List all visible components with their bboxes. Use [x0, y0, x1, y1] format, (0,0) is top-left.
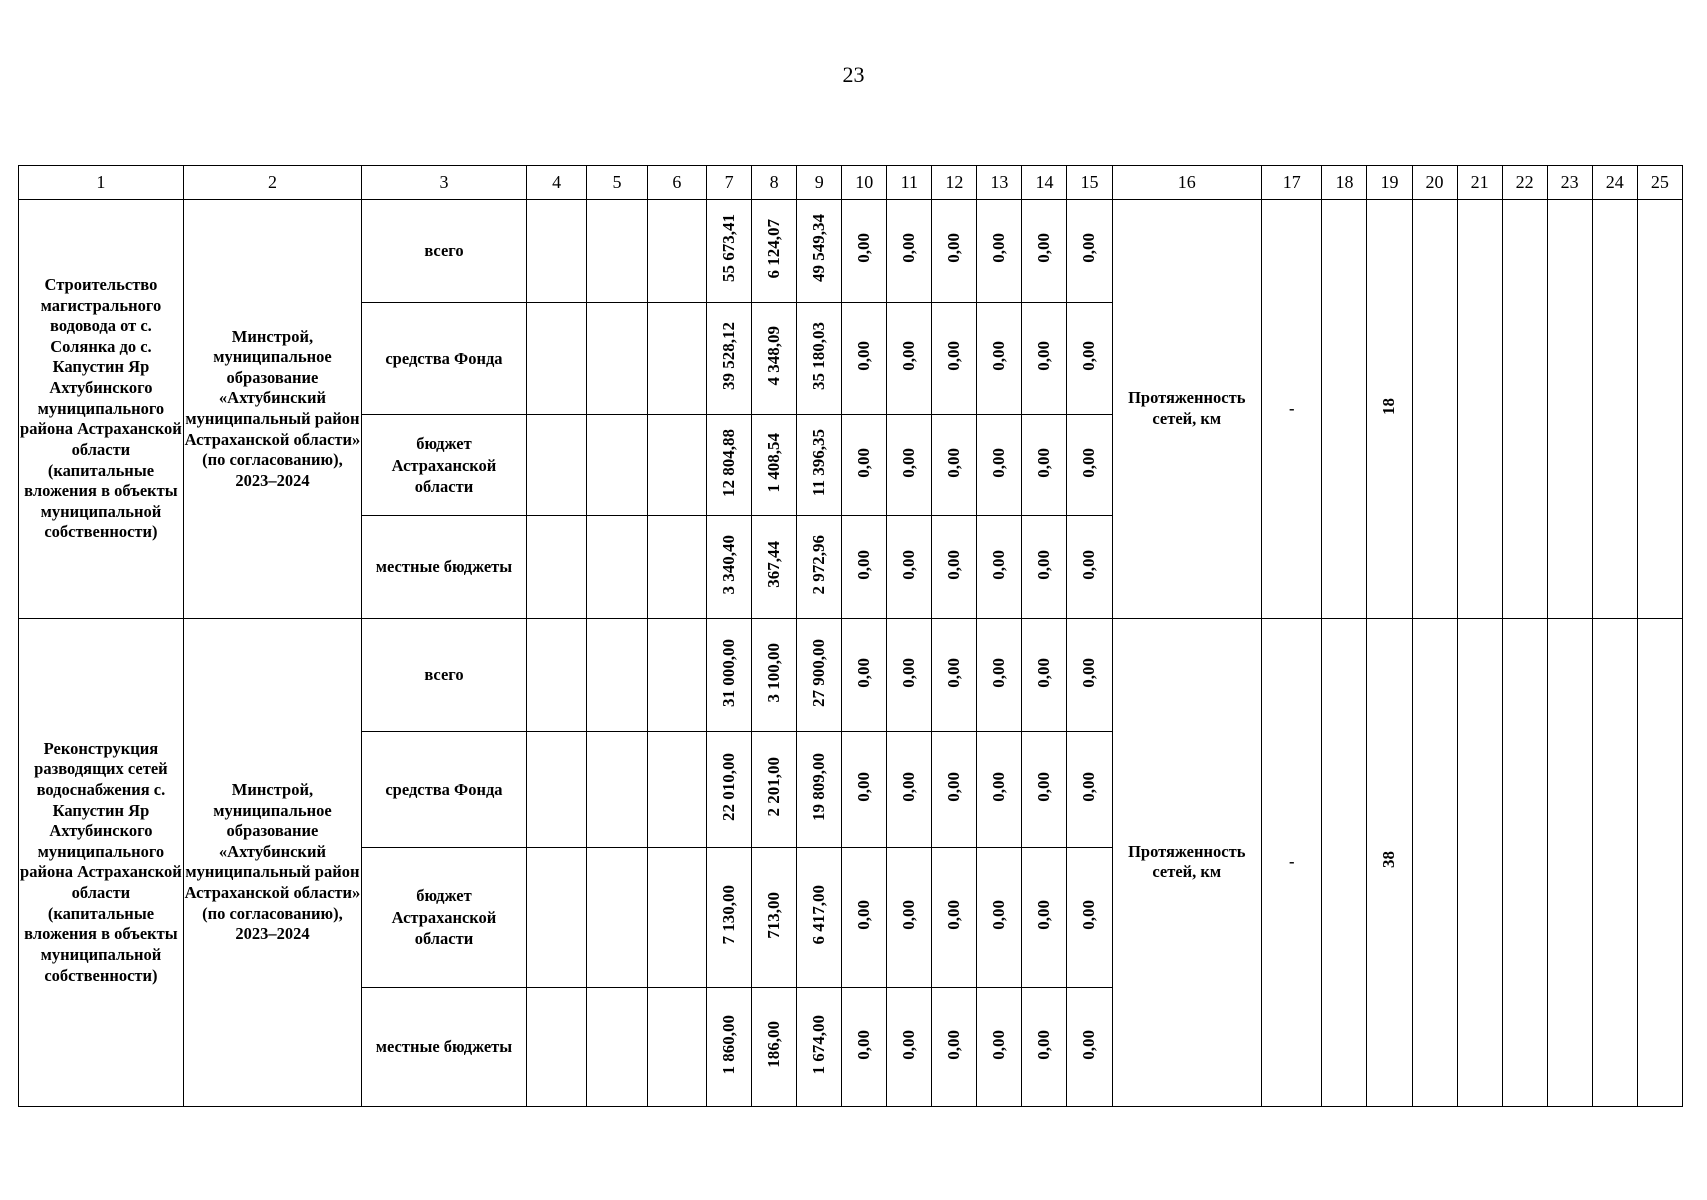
zero-value-cell-text: 0,00 [899, 1029, 919, 1060]
value-cell-col7-text: 12 804,88 [719, 428, 739, 497]
empty-cell [1322, 618, 1367, 1106]
zero-value-cell [977, 516, 1022, 618]
zero-value-cell [977, 618, 1022, 731]
value-cell-col7 [707, 415, 752, 516]
funding-source-cell: бюджет Астраханской области [362, 415, 527, 516]
value-cell-col9-text: 27 900,00 [809, 638, 829, 707]
zero-value-cell-text: 0,00 [1079, 900, 1099, 930]
value-cell-col9-text: 6 417,00 [809, 885, 829, 945]
zero-value-cell-text: 0,00 [989, 549, 1009, 580]
zero-value-cell-text: 0,00 [1034, 549, 1054, 580]
value-cell-col7-text: 1 860,00 [719, 1014, 739, 1075]
value-cell-col7 [707, 988, 752, 1107]
zero-value-cell-text: 0,00 [1079, 1029, 1099, 1060]
value-cell-col9 [797, 516, 842, 618]
empty-cell [587, 732, 647, 847]
funding-source-cell: местные бюджеты [362, 988, 527, 1107]
zero-value-cell-text: 0,00 [854, 1029, 874, 1060]
funding-source-cell: бюджет Астраханской области [362, 847, 527, 988]
zero-value-cell [932, 988, 977, 1107]
value-cell-col9 [797, 847, 842, 988]
zero-value-cell-text: 0,00 [854, 447, 874, 478]
zero-value-cell [977, 200, 1022, 302]
value-cell-col8 [752, 988, 797, 1107]
zero-value-cell-text: 0,00 [854, 657, 874, 688]
value-cell-col9-text: 11 396,35 [809, 429, 829, 497]
zero-value-cell-text: 0,00 [1034, 772, 1054, 802]
zero-value-cell-text: 0,00 [989, 657, 1009, 688]
header-cell: 13 [977, 166, 1022, 200]
value-cell-col8-text: 186,00 [764, 1021, 784, 1069]
funding-source-cell: средства Фонда [362, 732, 527, 847]
zero-value-cell [977, 302, 1022, 414]
col17-cell: - [1262, 200, 1322, 619]
value-cell-col8 [752, 618, 797, 731]
empty-cell [1457, 200, 1502, 619]
zero-value-cell-text: 0,00 [854, 900, 874, 930]
empty-cell [1637, 200, 1682, 619]
zero-value-cell-text: 0,00 [944, 657, 964, 688]
value-cell-col9 [797, 988, 842, 1107]
value-cell-col8-text: 4 348,09 [764, 326, 784, 386]
zero-value-cell-text: 0,00 [899, 657, 919, 688]
zero-value-cell [1022, 618, 1067, 731]
zero-value-cell-text: 0,00 [944, 549, 964, 580]
zero-value-cell-text: 0,00 [1034, 900, 1054, 930]
zero-value-cell [1067, 732, 1112, 847]
zero-value-cell [1022, 415, 1067, 516]
value-cell-col7 [707, 200, 752, 302]
zero-value-cell-text: 0,00 [1034, 233, 1054, 264]
header-cell: 11 [887, 166, 932, 200]
zero-value-cell-text: 0,00 [1034, 657, 1054, 688]
col19-value-cell-text: 18 [1379, 398, 1399, 415]
header-cell: 23 [1547, 166, 1592, 200]
page-number: 23 [842, 62, 865, 87]
zero-value-cell [842, 618, 887, 731]
executor-cell: Минстрой, муниципальное образование «Ахтубинский муниципальный район Астраханской области» (по согласованию), 2023–2024 [183, 618, 361, 1106]
value-cell-col9-text: 1 674,00 [809, 1014, 829, 1075]
empty-cell [587, 200, 647, 302]
empty-cell [1457, 618, 1502, 1106]
program-table [18, 165, 1683, 1107]
zero-value-cell-text: 0,00 [1034, 1029, 1054, 1060]
zero-value-cell-text: 0,00 [944, 233, 964, 264]
zero-value-cell [932, 618, 977, 731]
value-cell-col7 [707, 302, 752, 414]
value-cell-col8-text: 6 124,07 [764, 218, 784, 279]
zero-value-cell [977, 415, 1022, 516]
empty-cell [647, 302, 706, 414]
zero-value-cell [887, 516, 932, 618]
empty-cell [587, 618, 647, 731]
value-cell-col8-text: 367,44 [764, 541, 784, 589]
zero-value-cell-text: 0,00 [854, 233, 874, 264]
zero-value-cell-text: 0,00 [1079, 657, 1099, 688]
zero-value-cell [887, 415, 932, 516]
zero-value-cell [842, 302, 887, 414]
header-cell: 12 [932, 166, 977, 200]
header-cell: 18 [1322, 166, 1367, 200]
value-cell-col8 [752, 732, 797, 847]
value-cell-col8 [752, 847, 797, 988]
zero-value-cell [1067, 516, 1112, 618]
zero-value-cell-text: 0,00 [989, 772, 1009, 802]
zero-value-cell [932, 415, 977, 516]
zero-value-cell [842, 847, 887, 988]
zero-value-cell [932, 200, 977, 302]
value-cell-col8 [752, 200, 797, 302]
header-cell: 22 [1502, 166, 1547, 200]
zero-value-cell [842, 732, 887, 847]
zero-value-cell [887, 200, 932, 302]
empty-cell [1547, 200, 1592, 619]
funding-source-cell: всего [362, 200, 527, 302]
header-cell: 19 [1367, 166, 1412, 200]
zero-value-cell [887, 988, 932, 1107]
zero-value-cell [1067, 847, 1112, 988]
empty-cell [647, 200, 706, 302]
value-cell-col7 [707, 516, 752, 618]
funding-source-cell: средства Фонда [362, 302, 527, 414]
zero-value-cell-text: 0,00 [1079, 549, 1099, 580]
executor-cell: Минстрой, муниципальное образование «Ахтубинский муниципальный район Астраханской области» (по согласованию), 2023–2024 [183, 200, 361, 619]
empty-cell [647, 618, 706, 731]
zero-value-cell [1022, 302, 1067, 414]
zero-value-cell-text: 0,00 [989, 1029, 1009, 1060]
header-cell: 2 [183, 166, 361, 200]
table-row [19, 618, 1683, 731]
value-cell-col9-text: 2 972,96 [809, 534, 829, 595]
header-cell: 17 [1262, 166, 1322, 200]
header-cell: 10 [842, 166, 887, 200]
value-cell-col7-text: 55 673,41 [719, 214, 739, 283]
empty-cell [647, 732, 706, 847]
zero-value-cell [977, 988, 1022, 1107]
header-cell: 21 [1457, 166, 1502, 200]
header-cell: 4 [526, 166, 586, 200]
header-cell: 25 [1637, 166, 1682, 200]
zero-value-cell-text: 0,00 [944, 340, 964, 371]
zero-value-cell [977, 847, 1022, 988]
empty-cell [587, 415, 647, 516]
zero-value-cell-text: 0,00 [854, 340, 874, 371]
zero-value-cell [887, 302, 932, 414]
value-cell-col9-text: 19 809,00 [809, 753, 829, 822]
value-cell-col8-text: 2 201,00 [764, 757, 784, 817]
zero-value-cell-text: 0,00 [899, 233, 919, 264]
empty-cell [1502, 200, 1547, 619]
header-cell: 1 [19, 166, 184, 200]
empty-cell [647, 988, 706, 1107]
empty-cell [587, 516, 647, 618]
zero-value-cell-text: 0,00 [989, 340, 1009, 371]
empty-cell [1412, 618, 1457, 1106]
empty-cell [647, 516, 706, 618]
zero-value-cell-text: 0,00 [989, 447, 1009, 478]
zero-value-cell-text: 0,00 [854, 772, 874, 802]
zero-value-cell [1022, 200, 1067, 302]
zero-value-cell-text: 0,00 [1079, 772, 1099, 802]
table-row [19, 200, 1683, 302]
zero-value-cell-text: 0,00 [944, 447, 964, 478]
value-cell-col8 [752, 302, 797, 414]
zero-value-cell [842, 415, 887, 516]
value-cell-col7-text: 3 340,40 [719, 534, 739, 595]
zero-value-cell [887, 847, 932, 988]
funding-source-cell: местные бюджеты [362, 516, 527, 618]
zero-value-cell-text: 0,00 [899, 549, 919, 580]
empty-cell [587, 847, 647, 988]
zero-value-cell [1067, 415, 1112, 516]
empty-cell [647, 415, 706, 516]
col19-value-cell [1367, 200, 1412, 619]
zero-value-cell [1022, 988, 1067, 1107]
empty-cell [1412, 200, 1457, 619]
value-cell-col7-text: 7 130,00 [719, 885, 739, 945]
zero-value-cell-text: 0,00 [944, 772, 964, 802]
value-cell-col8 [752, 516, 797, 618]
funding-source-cell: всего [362, 618, 527, 731]
zero-value-cell-text: 0,00 [899, 340, 919, 371]
value-cell-col8-text: 713,00 [764, 891, 784, 939]
empty-cell [647, 847, 706, 988]
zero-value-cell-text: 0,00 [944, 1029, 964, 1060]
zero-value-cell-text: 0,00 [1079, 233, 1099, 264]
value-cell-col8-text: 3 100,00 [764, 642, 784, 703]
zero-value-cell-text: 0,00 [989, 233, 1009, 264]
header-cell: 6 [647, 166, 706, 200]
zero-value-cell [977, 732, 1022, 847]
value-cell-col9 [797, 200, 842, 302]
col19-value-cell [1367, 618, 1412, 1106]
empty-cell [526, 302, 586, 414]
zero-value-cell [1067, 618, 1112, 731]
value-cell-col7-text: 31 000,00 [719, 638, 739, 707]
zero-value-cell [1067, 988, 1112, 1107]
col17-cell: - [1262, 618, 1322, 1106]
zero-value-cell [887, 732, 932, 847]
empty-cell [526, 415, 586, 516]
value-cell-col7-text: 39 528,12 [719, 321, 739, 390]
zero-value-cell-text: 0,00 [1079, 340, 1099, 371]
header-cell: 14 [1022, 166, 1067, 200]
measure-name-cell: Строительство магистрального водовода от с. Солянка до с. Капустин Яр Ахтубинского муниципального района Астраханской области (капитальные вложения в объекты муниципальной собственности) [19, 200, 184, 619]
zero-value-cell-text: 0,00 [899, 772, 919, 802]
zero-value-cell [932, 732, 977, 847]
value-cell-col7 [707, 847, 752, 988]
header-cell: 3 [362, 166, 527, 200]
header-cell: 5 [587, 166, 647, 200]
zero-value-cell [1022, 732, 1067, 847]
col19-value-cell-text: 38 [1379, 851, 1399, 869]
empty-cell [1592, 618, 1637, 1106]
zero-value-cell-text: 0,00 [989, 900, 1009, 930]
empty-cell [526, 732, 586, 847]
header-cell: 7 [707, 166, 752, 200]
empty-cell [1637, 618, 1682, 1106]
empty-cell [526, 988, 586, 1107]
empty-cell [1592, 200, 1637, 619]
zero-value-cell [932, 516, 977, 618]
value-cell-col9-text: 35 180,03 [809, 321, 829, 390]
value-cell-col7 [707, 618, 752, 731]
zero-value-cell-text: 0,00 [1079, 447, 1099, 478]
zero-value-cell [932, 847, 977, 988]
value-cell-col9 [797, 618, 842, 731]
value-cell-col9 [797, 732, 842, 847]
indicator-cell: Протяженность сетей, км [1112, 618, 1262, 1106]
value-cell-col8-text: 1 408,54 [764, 432, 784, 493]
indicator-cell: Протяженность сетей, км [1112, 200, 1262, 619]
zero-value-cell [1022, 847, 1067, 988]
value-cell-col7 [707, 732, 752, 847]
zero-value-cell-text: 0,00 [1034, 340, 1054, 371]
value-cell-col9 [797, 302, 842, 414]
header-row [19, 166, 1683, 200]
empty-cell [587, 988, 647, 1107]
value-cell-col9 [797, 415, 842, 516]
zero-value-cell-text: 0,00 [854, 549, 874, 580]
zero-value-cell [887, 618, 932, 731]
value-cell-col9-text: 49 549,34 [809, 214, 829, 283]
header-cell: 8 [752, 166, 797, 200]
zero-value-cell [1022, 516, 1067, 618]
measure-name-cell: Реконструкция разводящих сетей водоснабжения с. Капустин Яр Ахтубинского муниципального района Астраханской области (капитальные вложения в объекты муниципальной собственности) [19, 618, 184, 1106]
zero-value-cell [1067, 302, 1112, 414]
header-cell: 24 [1592, 166, 1637, 200]
value-cell-col8 [752, 415, 797, 516]
empty-cell [526, 516, 586, 618]
zero-value-cell-text: 0,00 [899, 900, 919, 930]
empty-cell [1502, 618, 1547, 1106]
empty-cell [1322, 200, 1367, 619]
empty-cell [1547, 618, 1592, 1106]
header-cell: 16 [1112, 166, 1262, 200]
zero-value-cell [1067, 200, 1112, 302]
header-cell: 20 [1412, 166, 1457, 200]
header-cell: 9 [797, 166, 842, 200]
zero-value-cell [932, 302, 977, 414]
empty-cell [587, 302, 647, 414]
zero-value-cell-text: 0,00 [1034, 447, 1054, 478]
zero-value-cell [842, 516, 887, 618]
zero-value-cell-text: 0,00 [899, 447, 919, 478]
zero-value-cell [842, 200, 887, 302]
header-cell: 15 [1067, 166, 1112, 200]
zero-value-cell [842, 988, 887, 1107]
empty-cell [526, 618, 586, 731]
zero-value-cell-text: 0,00 [944, 900, 964, 930]
empty-cell [526, 200, 586, 302]
value-cell-col7-text: 22 010,00 [719, 753, 739, 822]
empty-cell [526, 847, 586, 988]
